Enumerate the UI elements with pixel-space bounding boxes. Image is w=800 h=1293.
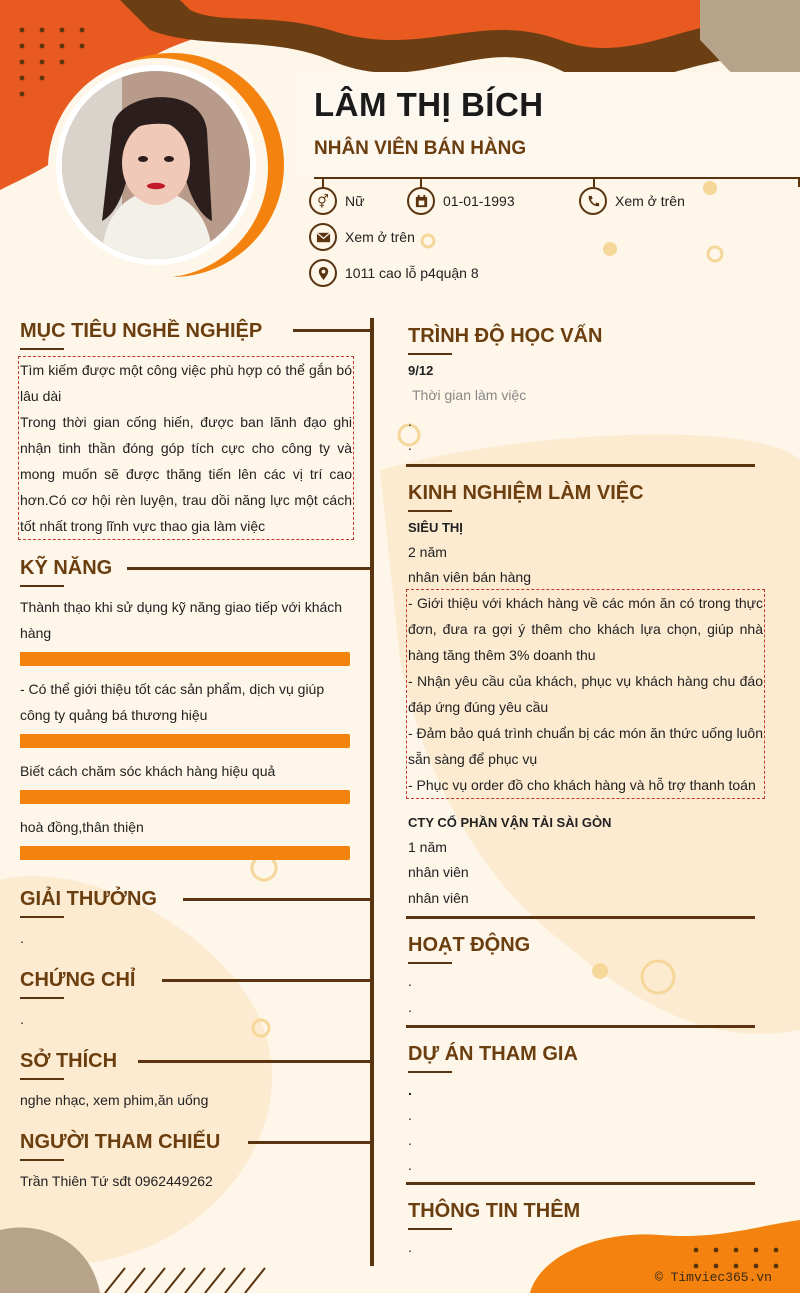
- skill-bar: [20, 734, 350, 748]
- job-duration: 2 năm: [408, 544, 447, 560]
- info-phone: [579, 187, 685, 215]
- job-detail-line: - Đảm bảo quá trình chuẩn bị các món ăn thức uống luôn sẵn sàng để phục vụ: [408, 725, 763, 767]
- section-title-projects: DỰ ÁN THAM GIA: [408, 1043, 578, 1065]
- gender-value: Nữ: [345, 193, 365, 209]
- skill-bar-fill: [20, 652, 350, 666]
- skill-bar-fill: [20, 790, 350, 804]
- skill-bar-fill: [20, 846, 350, 860]
- education-school: 9/12: [408, 363, 434, 378]
- section-underline: [20, 1078, 64, 1080]
- skill-bar: [20, 652, 350, 666]
- phone-value: Xem ở trên: [615, 193, 685, 209]
- section-underline: [20, 585, 64, 587]
- section-rule: [138, 1060, 373, 1063]
- skill-item: [20, 758, 350, 804]
- job-position: nhân viên: [408, 864, 469, 880]
- section-title-awards: GIẢI THƯỞNG: [20, 888, 157, 910]
- section-rule: [248, 1141, 373, 1144]
- info-dob: [407, 187, 515, 215]
- gender-icon: ⚥: [309, 187, 337, 215]
- footer-watermark: © Timviec365.vn: [654, 1270, 772, 1285]
- avatar-frame: [48, 60, 288, 275]
- objective-line: Tìm kiếm được một công việc phù hợp có thể gắn bó lâu dài: [20, 362, 352, 404]
- candidate-name: LÂM THỊ BÍCH: [314, 86, 544, 123]
- section-underline: [408, 353, 452, 355]
- projects-line: .: [408, 1132, 412, 1148]
- email-value: Xem ở trên: [345, 229, 415, 245]
- location-pin-icon: [309, 259, 337, 287]
- job-detail-line: - Phục vụ order đồ cho khách hàng và hỗ trợ thanh toán: [408, 777, 756, 793]
- activities-line: .: [408, 973, 412, 989]
- skill-label: Biết cách chăm sóc khách hàng hiệu quả: [20, 763, 276, 779]
- skill-item: [20, 814, 350, 860]
- section-title-experience: KINH NGHIỆM LÀM VIỆC: [408, 482, 644, 504]
- certificates-text: .: [20, 1011, 24, 1027]
- section-underline: [20, 348, 64, 350]
- job-duration: 1 năm: [408, 839, 447, 855]
- skill-item: [20, 676, 350, 748]
- section-title-education: TRÌNH ĐỘ HỌC VẤN: [408, 325, 603, 347]
- job-detail-line: - Giới thiệu với khách hàng về các món ăn có trong thực đơn, đưa ra gợi ý thêm cho khách lựa chọn, giúp nhà hàng tăng thêm 3% doanh thu: [408, 595, 763, 663]
- section-rule: [406, 1182, 755, 1185]
- section-title-more-info: THÔNG TIN THÊM: [408, 1200, 581, 1222]
- section-underline: [408, 1071, 452, 1073]
- dob-value: 01-01-1993: [443, 193, 515, 209]
- references-text: Trần Thiên Tứ sđt 0962449262: [20, 1173, 213, 1189]
- section-rule: [406, 464, 755, 467]
- header-tick: [593, 177, 595, 187]
- section-title-hobbies: SỞ THÍCH: [20, 1050, 118, 1072]
- section-rule: [293, 329, 373, 332]
- section-rule: [162, 979, 373, 982]
- email-icon: [309, 223, 337, 251]
- section-underline: [20, 1159, 64, 1161]
- education-line: .: [408, 413, 412, 429]
- job-title: NHÂN VIÊN BÁN HÀNG: [314, 138, 527, 159]
- more-info-line: .: [408, 1239, 412, 1255]
- calendar-icon: [407, 187, 435, 215]
- section-title-skills: KỸ NĂNG: [20, 557, 113, 579]
- phone-icon: [579, 187, 607, 215]
- avatar-photo: [62, 71, 250, 259]
- activities-line: .: [408, 999, 412, 1015]
- section-underline: [408, 1228, 452, 1230]
- section-underline: [20, 916, 64, 918]
- section-rule: [406, 916, 755, 919]
- projects-line: .: [408, 1082, 412, 1098]
- section-title-activities: HOẠT ĐỘNG: [408, 934, 531, 956]
- header-tick: [322, 177, 324, 187]
- hobbies-text: nghe nhạc, xem phim,ăn uống: [20, 1092, 209, 1108]
- section-underline: [20, 997, 64, 999]
- job-company: SIÊU THỊ: [408, 520, 463, 535]
- section-title-certificates: CHỨNG CHỈ: [20, 969, 136, 991]
- skill-bar: [20, 790, 350, 804]
- header-tick: [420, 177, 422, 187]
- section-underline: [408, 510, 452, 512]
- header-divider: [314, 177, 800, 179]
- skill-item: [20, 594, 350, 666]
- objective-line: Trong thời gian cống hiến, được ban lãnh đạo ghi nhận tinh thần đóng góp tích cực cho công ty và mong muốn sẽ được thăng tiến lên các vị trí cao hơn.Có cơ hội rèn luyện, trau dồi năng lực một cách tốt nhất trong lĩnh vực thao gia làm việc: [20, 414, 352, 534]
- section-rule: [406, 1025, 755, 1028]
- timeline-divider: [370, 318, 374, 1266]
- info-email: [309, 223, 415, 251]
- education-line: .: [408, 437, 412, 453]
- job-detail-line: nhân viên: [408, 890, 469, 906]
- job-company: CTY CỔ PHẦN VẬN TẢI SÀI GÒN: [408, 815, 612, 830]
- skill-label: Thành thạo khi sử dụng kỹ năng giao tiếp với khách hàng: [20, 599, 343, 641]
- skill-label: - Có thể giới thiệu tốt các sản phẩm, dịch vụ giúp công ty quảng bá thương hiệu: [20, 681, 325, 723]
- avatar: [62, 71, 250, 259]
- objective-text: [18, 356, 354, 540]
- job-detail-line: - Nhận yêu cầu của khách, phục vụ khách hàng chu đáo đáp ứng đúng yêu cầu: [408, 673, 763, 715]
- address-value: 1011 cao lỗ p4quận 8: [345, 265, 479, 281]
- section-title-objective: MỤC TIÊU NGHỀ NGHIỆP: [20, 320, 263, 342]
- job-position: nhân viên bán hàng: [408, 569, 531, 585]
- skill-label: hoà đồng,thân thiện: [20, 819, 144, 835]
- skill-bar: [20, 846, 350, 860]
- info-gender: [309, 187, 364, 215]
- section-rule: [127, 567, 373, 570]
- projects-line: .: [408, 1107, 412, 1123]
- section-title-references: NGƯỜI THAM CHIẾU: [20, 1131, 221, 1153]
- awards-text: .: [20, 930, 24, 946]
- skill-bar-fill: [20, 734, 350, 748]
- section-rule: [183, 898, 373, 901]
- info-address: [309, 259, 479, 287]
- section-underline: [408, 962, 452, 964]
- projects-line: .: [408, 1157, 412, 1173]
- job-details: [406, 589, 765, 799]
- education-time-placeholder: Thời gian làm việc: [412, 387, 527, 403]
